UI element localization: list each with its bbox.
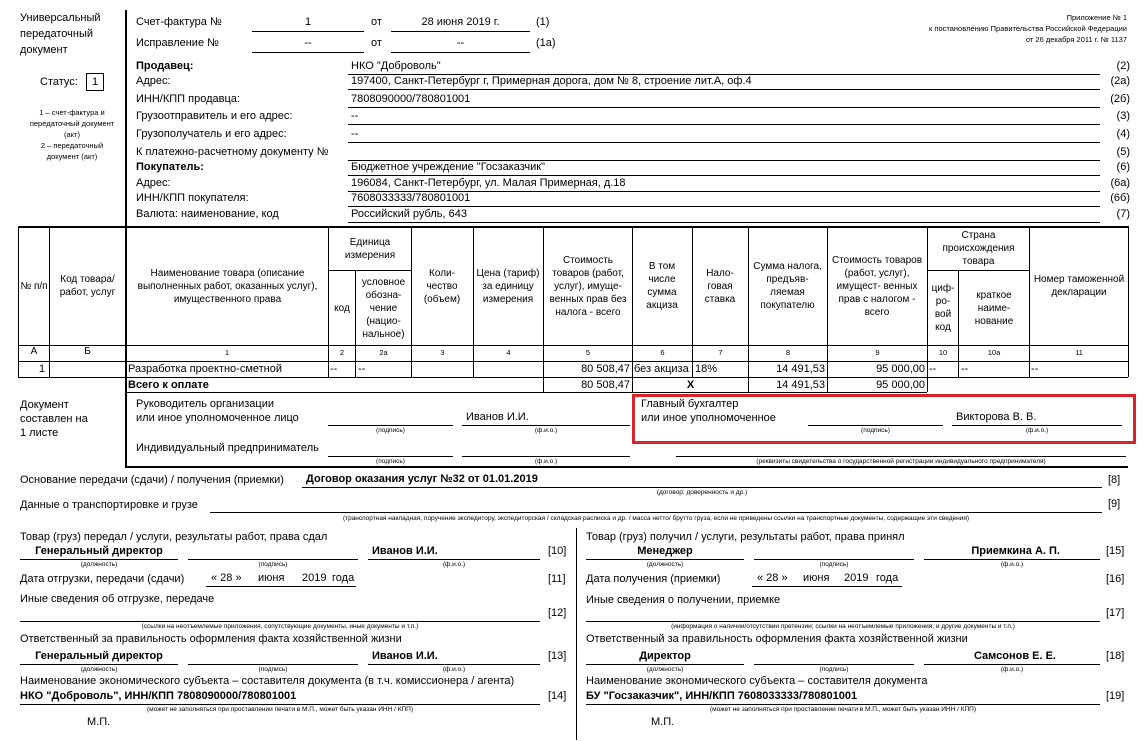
column-number: 1 xyxy=(224,348,230,357)
column-number: 5 xyxy=(585,348,591,357)
th-qty: Коли- чество (объем) xyxy=(423,267,461,305)
status-note-4: 2 – передаточный xyxy=(40,141,104,150)
lb-resp-sign-note: (подпись) xyxy=(258,666,288,673)
rb-code19: [19] xyxy=(1106,690,1125,702)
invoice-label: Счет-фактура № xyxy=(136,16,222,28)
lb-sign-note: (подпись) xyxy=(258,561,288,568)
seller-block-value[interactable]: НКО "Доброволь" xyxy=(351,60,441,72)
rb-fio-note: (ф.и.о.) xyxy=(1000,561,1024,568)
th-country-code: циф- ро- вой код xyxy=(931,283,955,333)
seller-block-value[interactable]: 7608033333/780801001 xyxy=(351,192,471,204)
seller-block-value[interactable]: -- xyxy=(351,110,359,122)
accountant-sign-note: (подпись) xyxy=(861,427,890,434)
th-name: Наименование товара (описание выполненных работ, оказанных услуг), имущественного права xyxy=(137,267,318,305)
column-number: 2а xyxy=(379,348,388,357)
th-number: № п/п xyxy=(20,280,48,292)
row-cost-no-tax: 80 508,47 xyxy=(581,363,630,375)
head-label-l2: или иное уполномоченное лицо xyxy=(136,412,299,424)
seller-block-code: (6а) xyxy=(1110,177,1130,189)
doc-title-line1: Универсальный xyxy=(20,12,101,24)
ip-sign-note: (подпись) xyxy=(376,458,405,465)
seller-block-value[interactable]: Российский рубль, 643 xyxy=(351,208,467,220)
basis-label: Основание передачи (сдачи) / получения (приемки) xyxy=(20,474,284,486)
seller-block-code: (2б) xyxy=(1110,93,1130,105)
seller-block-code: (3) xyxy=(1116,110,1130,122)
column-number: 10 xyxy=(938,348,948,357)
lb-other-label: Иные сведения об отгрузке, передаче xyxy=(20,593,215,605)
correction-from: от xyxy=(371,37,382,49)
total-cost-tax: 95 000,00 xyxy=(876,379,925,391)
total-excise: Х xyxy=(686,379,695,391)
lb-position[interactable]: Генеральный директор xyxy=(35,545,163,557)
lb-code11: [11] xyxy=(548,573,566,585)
rb-dolzh-note: (должность) xyxy=(646,561,684,568)
head-name[interactable]: Иванов И.И. xyxy=(466,411,529,423)
ip-rekv-note: (реквизиты свидетельства о государственной регистрации индивидуального предпринимателя) xyxy=(756,458,1046,465)
status-note-1: 1 – счет-фактура и xyxy=(39,108,105,117)
th-price: Цена (тариф) за единицу измерения xyxy=(476,267,540,305)
lb-year[interactable]: 2019 xyxy=(302,572,327,584)
th-country: Страна происхождения товара xyxy=(942,230,1015,267)
lb-dolzh-note: (должность) xyxy=(80,561,118,568)
correction-label: Исправление № xyxy=(136,37,219,49)
row-unit-code: -- xyxy=(330,363,338,375)
basis-note: (договор; доверенность и др.) xyxy=(656,489,748,496)
rb-name[interactable]: Приемкина А. П. xyxy=(971,545,1060,557)
lb-title: Товар (груз) передал / услуги, результаты работ, права сдал xyxy=(20,531,328,543)
doc-title-line3: документ xyxy=(20,44,68,56)
column-number: А xyxy=(30,346,38,357)
th-cost-no-tax: Стоимость товаров (работ, услуг), имуще- венных прав без налога - всего xyxy=(549,254,627,318)
lb-month[interactable]: июня xyxy=(258,572,285,584)
row-unit-name: -- xyxy=(358,363,366,375)
lb-code10: [10] xyxy=(548,545,567,557)
lb-code12: [12] xyxy=(548,607,567,619)
rb-resp-name[interactable]: Самсонов Е. Е. xyxy=(973,650,1056,662)
rb-other-label: Иные сведения о получении, приемке xyxy=(586,594,781,606)
status-note-5: документ (акт) xyxy=(46,152,98,161)
doc-title-line2: передаточный xyxy=(20,28,94,40)
lb-day[interactable]: « 28 » xyxy=(211,572,242,584)
lb-entity-note: (может не заполняться при проставлении печати в М.П., может быть указан ИНН / КПП) xyxy=(146,706,413,713)
invoice-date[interactable]: 28 июня 2019 г. xyxy=(421,16,500,28)
lb-resp-dolzh-note: (должность) xyxy=(80,666,118,673)
seller-block-value[interactable]: 7808090000/780801001 xyxy=(351,93,471,105)
th-decl: Номер таможенной декларации xyxy=(1033,274,1125,298)
seller-block-value[interactable]: 197400, Санкт-Петербург г, Примерная дорога, дом № 8, строение лит.А, оф.4 xyxy=(351,75,752,87)
seller-block-label: Адрес: xyxy=(136,75,171,87)
rb-position[interactable]: Менеджер xyxy=(637,545,693,557)
th-country-name: краткое наиме- нование xyxy=(974,289,1014,327)
column-number: 8 xyxy=(785,348,791,357)
row-name: Разработка проектно-сметной xyxy=(128,363,283,375)
accountant-label-l2: или иное уполномоченное xyxy=(641,412,776,424)
seller-block-label: Продавец: xyxy=(136,60,194,72)
lb-year-suffix: года xyxy=(332,572,355,584)
seller-block-label: Покупатель: xyxy=(136,161,204,173)
rb-code16: [16] xyxy=(1106,573,1125,585)
lb-entity-value[interactable]: НКО "Доброволь", ИНН/КПП 7808090000/780801001 xyxy=(20,690,297,702)
seller-block-label: ИНН/КПП покупателя: xyxy=(136,192,249,204)
seller-block-label: ИНН/КПП продавца: xyxy=(136,93,240,105)
doc-pages-l3: 1 листе xyxy=(20,427,59,439)
column-number: 11 xyxy=(1075,348,1083,357)
status-label: Статус: xyxy=(40,76,78,88)
lb-ship-label: Дата отгрузки, передачи (сдачи) xyxy=(20,573,185,585)
th-tax: Сумма налога, предъяв- ляемая покупателю xyxy=(753,261,822,311)
seller-block-label: К платежно-расчетному документу № xyxy=(136,146,329,158)
rb-entity-note: (может не заполняться при проставлении печати в М.П., может быть указан ИНН / КПП) xyxy=(709,706,976,713)
seller-block-label: Грузополучатель и его адрес: xyxy=(136,128,287,140)
rb-mp: М.П. xyxy=(651,716,675,728)
rb-code15: [15] xyxy=(1106,545,1125,557)
total-label: Всего к оплате xyxy=(128,379,209,391)
rb-day[interactable]: « 28 » xyxy=(757,572,788,584)
lb-name[interactable]: Иванов И.И. xyxy=(372,545,438,557)
row-rate: 18% xyxy=(695,363,718,375)
accountant-label-l1: Главный бухгалтер xyxy=(641,398,739,410)
seller-block-value[interactable]: Бюджетное учреждение "Госзаказчик" xyxy=(351,161,546,173)
seller-block-label: Грузоотправитель и его адрес: xyxy=(136,110,293,122)
bottom-divider xyxy=(576,528,577,740)
rb-resp-label: Ответственный за правильность оформления факта хозяйственной жизни xyxy=(586,633,968,645)
ip-label: Индивидуальный предприниматель xyxy=(136,442,319,454)
lb-code14: [14] xyxy=(548,690,567,702)
appendix-line2: к постановлению Правительства Российской Федерации xyxy=(929,24,1127,33)
row-number: 1 xyxy=(38,363,45,375)
lb-resp-name[interactable]: Иванов И.И. xyxy=(372,650,438,662)
lb-code13: [13] xyxy=(548,650,567,662)
rb-resp-dolzh-note: (должность) xyxy=(646,666,684,673)
seller-block-code: (6б) xyxy=(1110,192,1130,204)
rb-month[interactable]: июня xyxy=(803,572,830,584)
basis-value[interactable]: Договор оказания услуг №32 от 01.01.2019 xyxy=(306,473,538,485)
correction-code: (1а) xyxy=(536,37,556,49)
rb-entity-value[interactable]: БУ "Госзаказчик", ИНН/КПП 7608033333/780801001 xyxy=(586,690,858,702)
rb-other-note: (информация о наличии/отсутствии претензии; ссылки на неотъемлемые приложения, и другие документы и т.п.) xyxy=(671,623,1015,630)
doc-pages-l1: Документ xyxy=(20,399,69,411)
lb-fio-note: (ф.и.о.) xyxy=(442,561,466,568)
rb-sign-note: (подпись) xyxy=(819,561,849,568)
row-decl: -- xyxy=(1031,363,1039,375)
correction-date[interactable]: -- xyxy=(456,37,465,49)
rb-year[interactable]: 2019 xyxy=(844,572,869,584)
head-label-l1: Руководитель организации xyxy=(136,398,275,410)
column-number: 3 xyxy=(440,348,445,357)
invoice-code: (1) xyxy=(536,16,550,28)
row-country-name: -- xyxy=(961,363,969,375)
row-tax: 14 491,53 xyxy=(776,363,825,375)
th-unit: Единица измерения xyxy=(344,236,396,261)
seller-block-value[interactable]: 196084, Санкт-Петербург, ул. Малая Примерная, д.18 xyxy=(351,177,626,189)
lb-resp-position[interactable]: Генеральный директор xyxy=(35,650,163,662)
column-number: 7 xyxy=(718,348,723,357)
row-excise: без акциза xyxy=(634,363,689,375)
status-note-2: передаточный документ xyxy=(29,119,115,128)
accountant-fio-note: (ф.и.о.) xyxy=(1025,427,1049,434)
correction-number[interactable]: -- xyxy=(304,37,312,49)
th-rate: Нало- говая ставка xyxy=(704,267,736,305)
lb-resp-label: Ответственный за правильность оформления факта хозяйственной жизни xyxy=(20,633,402,645)
lb-mp: М.П. xyxy=(87,716,111,728)
rb-resp-fio-note: (ф.и.о.) xyxy=(1000,666,1024,673)
seller-block-label: Адрес: xyxy=(136,177,171,189)
th-code: Код товара/ работ, услуг xyxy=(59,274,116,298)
th-cost-tax: Стоимость товаров (работ, услуг), имущест- венных прав с налогом - всего xyxy=(831,254,923,318)
column-number: 4 xyxy=(506,348,511,357)
rb-entity-label: Наименование экономического субъекта – составителя документа xyxy=(586,675,928,687)
head-sign-note: (подпись) xyxy=(376,427,405,434)
rb-resp-position[interactable]: Директор xyxy=(639,650,691,662)
row-country-code: -- xyxy=(929,363,937,375)
column-number: 2 xyxy=(339,348,345,357)
status-note-3: (акт) xyxy=(64,130,80,139)
lb-other-note: (ссылки на неотъемлемые приложения, сопутствующие документы, иные документы и т.п.) xyxy=(141,623,419,630)
row-cost-tax: 95 000,00 xyxy=(876,363,925,375)
left-separator xyxy=(125,10,127,226)
seller-block-code: (6) xyxy=(1116,161,1130,173)
seller-block-code: (2а) xyxy=(1110,75,1130,87)
rb-code17: [17] xyxy=(1106,607,1125,619)
transport-label: Данные о транспортировке и грузе xyxy=(20,499,198,511)
appendix-line3: от 26 декабря 2011 г. № 1137 xyxy=(1025,35,1127,44)
lb-resp-fio-note: (ф.и.о.) xyxy=(442,666,466,673)
total-tax: 14 491,53 xyxy=(776,379,825,391)
th-excise: В том числе сумма акциза xyxy=(646,261,678,311)
seller-block-value[interactable]: -- xyxy=(351,128,359,140)
invoice-from: от xyxy=(371,16,382,28)
seller-block-code: (5) xyxy=(1116,146,1130,158)
rb-code18: [18] xyxy=(1106,650,1125,662)
status-value[interactable]: 1 xyxy=(86,73,104,91)
th-unit-code: код xyxy=(334,302,350,314)
appendix-line1: Приложение № 1 xyxy=(1066,13,1127,22)
seller-block-code: (7) xyxy=(1116,208,1130,220)
basis-code: [8] xyxy=(1108,474,1121,486)
rb-year-suffix: года xyxy=(876,572,899,584)
seller-block-code: (2) xyxy=(1116,60,1130,72)
column-number: Б xyxy=(84,346,91,357)
rb-resp-sign-note: (подпись) xyxy=(819,666,849,673)
lb-entity-label: Наименование экономического субъекта – составителя документа (в т.ч. комиссионера / агента) xyxy=(20,675,515,687)
rb-recv-label: Дата получения (приемки) xyxy=(586,573,721,585)
column-number: 6 xyxy=(660,348,665,357)
invoice-number[interactable]: 1 xyxy=(304,16,312,28)
seller-block-label: Валюта: наименование, код xyxy=(136,208,279,220)
transport-note: (транспортная накладная, поручение экспедитору, экспедиторская / складская расписка и др. / масса нетто/ брутто груза, если не приведены ссылки на транспортные документы, содержащие эти сведения) xyxy=(342,515,970,522)
transport-code: [9] xyxy=(1108,498,1121,510)
rb-title: Товар (груз) получил / услуги, результаты работ, права принял xyxy=(586,531,905,543)
column-number: 9 xyxy=(875,348,880,357)
accountant-name[interactable]: Викторова В. В. xyxy=(956,411,1037,423)
doc-pages-l2: составлен на xyxy=(20,413,88,425)
ip-fio-note: (ф.и.о.) xyxy=(534,458,558,465)
th-unit-name: условное обозна- чение (нацио- нальное) xyxy=(361,276,406,340)
column-number: 10а xyxy=(987,348,1001,357)
total-cost-no-tax: 80 508,47 xyxy=(581,379,630,391)
head-fio-note: (ф.и.о.) xyxy=(534,427,558,434)
seller-block-code: (4) xyxy=(1116,128,1130,140)
